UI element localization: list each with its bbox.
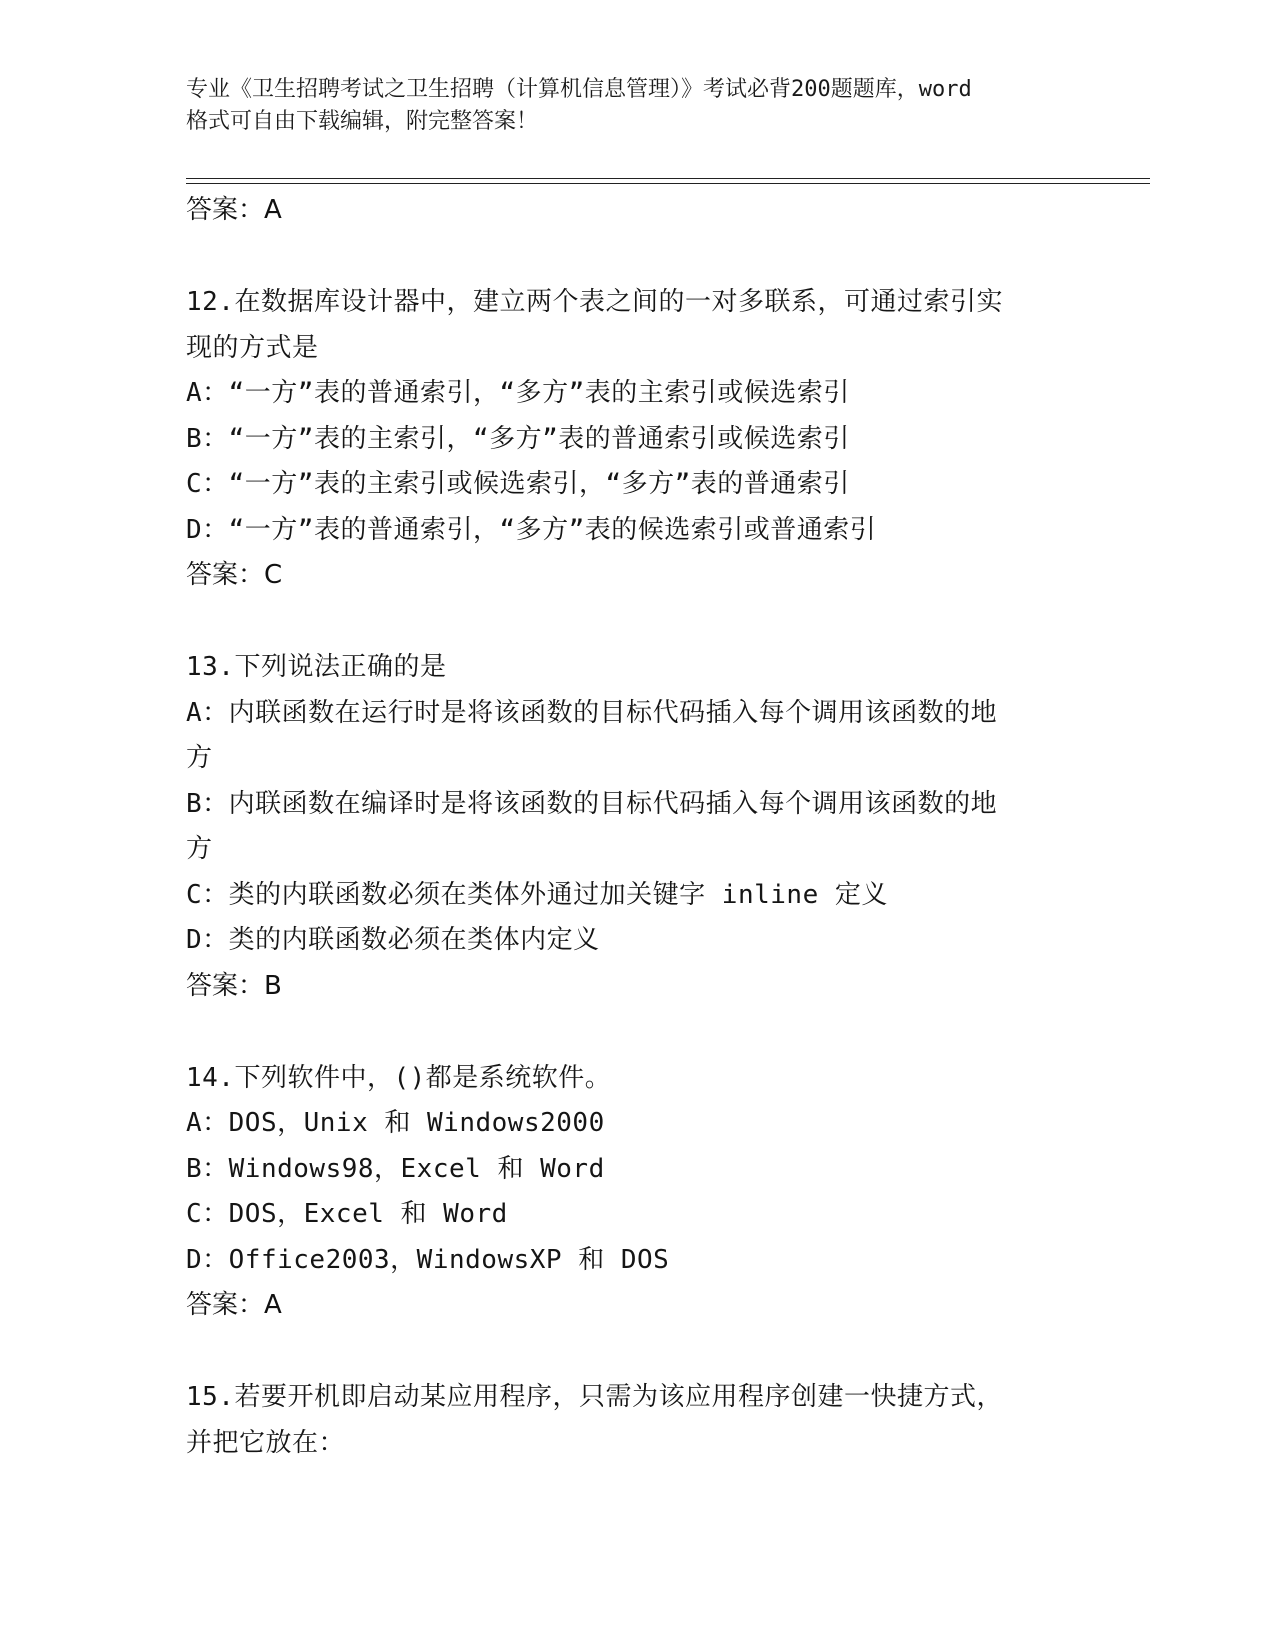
option-a-continued: 方	[186, 743, 213, 773]
question-stem: 12.在数据库设计器中，建立两个表之间的一对多联系，可通过索引实	[186, 287, 1003, 317]
option-a: A：“一方”表的普通索引，“多方”表的主索引或候选索引	[186, 378, 850, 408]
option-a: A：DOS，Unix 和 Windows2000	[186, 1108, 605, 1138]
header-line-1: 专业《卫生招聘考试之卫生招聘（计算机信息管理）》考试必背200题题库，word	[186, 77, 972, 102]
option-d: D：“一方”表的普通索引，“多方”表的候选索引或普通索引	[186, 514, 877, 545]
answer-line: 答案：A	[186, 195, 282, 225]
option-b-continued: 方	[186, 834, 213, 864]
question-stem: 15.若要开机即启动某应用程序，只需为该应用程序创建一快捷方式，	[186, 1382, 1003, 1412]
question-stem: 现的方式是	[186, 332, 319, 363]
header-line-2: 格式可自由下载编辑，附完整答案！	[186, 109, 539, 134]
header-divider-bottom	[186, 183, 1150, 184]
option-a: A：内联函数在运行时是将该函数的目标代码插入每个调用该函数的地	[186, 697, 998, 728]
option-b: B：Windows98，Excel 和 Word	[186, 1153, 605, 1184]
option-c: C：“一方”表的主索引或候选索引，“多方”表的普通索引	[186, 469, 850, 499]
question-stem: 13.下列说法正确的是	[186, 652, 447, 682]
option-d: D：Office2003，WindowsXP 和 DOS	[186, 1244, 670, 1275]
question-stem: 14.下列软件中，()都是系统软件。	[186, 1062, 612, 1093]
document-header	[186, 74, 1086, 138]
question-list	[186, 190, 1086, 1466]
question-13	[186, 645, 1086, 1006]
option-d: D：类的内联函数必须在类体内定义	[186, 925, 600, 955]
answer-line: 答案：A	[186, 1290, 282, 1320]
question-15	[186, 1375, 1086, 1466]
answer-line: 答案：C	[186, 560, 283, 590]
option-c: C：DOS，Excel 和 Word	[186, 1199, 508, 1229]
question-14	[186, 1056, 1086, 1326]
spacer	[186, 1006, 1086, 1056]
header-divider-top	[186, 178, 1150, 179]
option-c: C：类的内联函数必须在类体外通过加关键字 inline 定义	[186, 879, 888, 910]
question-stem: 并把它放在：	[186, 1427, 346, 1458]
option-b: B：“一方”表的主索引，“多方”表的普通索引或候选索引	[186, 423, 850, 454]
answer-line: 答案：B	[186, 970, 282, 1001]
spacer	[186, 595, 1086, 645]
spacer	[186, 230, 1086, 280]
option-b: B：内联函数在编译时是将该函数的目标代码插入每个调用该函数的地	[186, 788, 998, 819]
question-12	[186, 280, 1086, 595]
spacer	[186, 1325, 1086, 1375]
